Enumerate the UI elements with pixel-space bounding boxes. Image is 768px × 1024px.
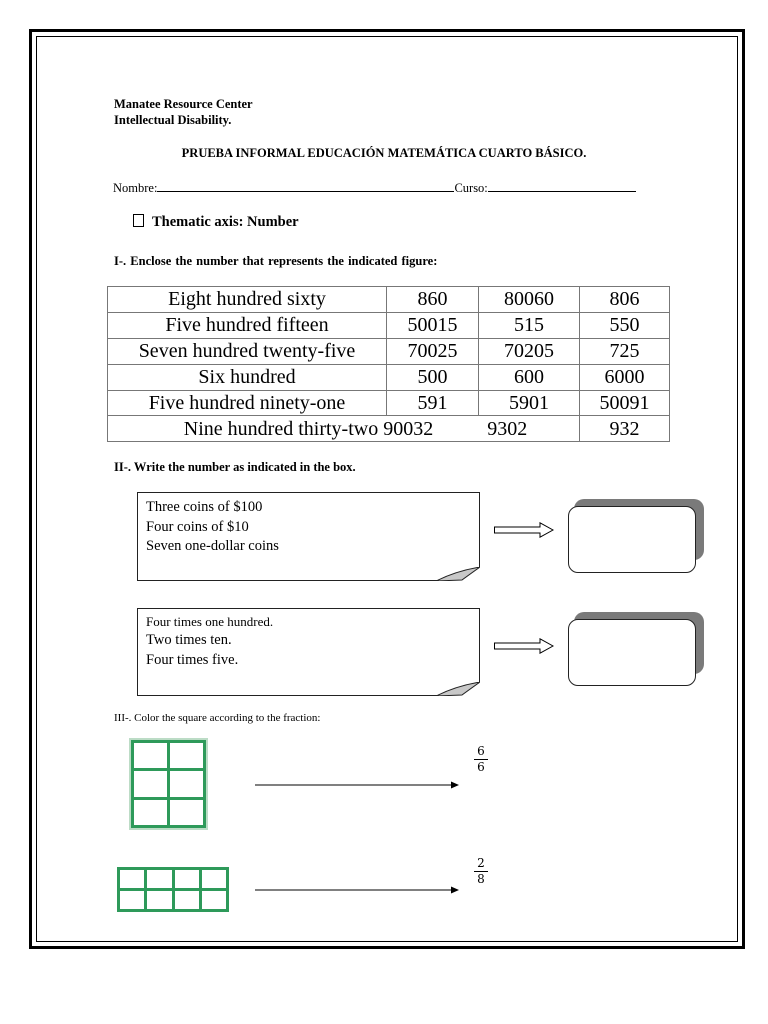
section1-instruction: I-. Enclose the number that represents the indicated figure:: [114, 254, 438, 268]
fraction-denominator: 8: [477, 872, 485, 886]
option-cell[interactable]: 80060: [479, 287, 580, 313]
fraction-numerator: 6: [477, 744, 485, 758]
problem-line: Four coins of $10: [146, 518, 249, 535]
grid-cell[interactable]: [147, 891, 171, 909]
grid-cell[interactable]: [134, 743, 167, 768]
checkbox-bullet-icon: [133, 214, 144, 227]
problem-line: Seven one-dollar coins: [146, 538, 279, 554]
problem-line: Four times one hundred.: [146, 614, 274, 629]
option-cell[interactable]: 6000: [580, 364, 670, 390]
long-arrow-icon: [255, 778, 460, 792]
option-cell[interactable]: 70205: [479, 338, 580, 364]
table-row: [108, 338, 670, 364]
number-word-merged: [108, 416, 580, 442]
option-cell[interactable]: 550: [580, 312, 670, 338]
option-cell[interactable]: 860: [387, 287, 479, 313]
option-cell[interactable]: 50015: [387, 312, 479, 338]
fraction-numerator: 2: [477, 856, 485, 870]
number-word: Five hundred fifteen: [108, 312, 387, 338]
option-cell[interactable]: 515: [479, 312, 580, 338]
course-field[interactable]: [488, 179, 636, 192]
grid-cell[interactable]: [202, 891, 226, 909]
page-title: PRUEBA INFORMAL EDUCACIÓN MATEMÁTICA CUARTO BÁSICO.: [181, 146, 587, 160]
fraction-label: [474, 745, 488, 774]
axis-text: Thematic axis: Number: [152, 214, 299, 230]
grid-cell[interactable]: [170, 800, 203, 825]
grid-cell[interactable]: [134, 800, 167, 825]
table-row: [108, 364, 670, 390]
grid-cell[interactable]: [120, 870, 144, 888]
long-arrow-icon: [255, 883, 460, 897]
right-arrow-icon: [494, 638, 554, 654]
grid-cell[interactable]: [120, 891, 144, 909]
option-cell[interactable]: 5901: [479, 390, 580, 416]
problem-line: Three coins of $100: [146, 499, 263, 515]
number-word: Seven hundred twenty-five: [108, 338, 387, 364]
answer-box[interactable]: [568, 506, 696, 573]
fraction-denominator: 6: [477, 760, 485, 774]
fraction-grid-sixths: [131, 740, 206, 828]
student-info-line: [113, 179, 636, 196]
number-word: Eight hundred sixty: [108, 287, 387, 313]
option-cell[interactable]: 9302: [487, 417, 528, 440]
grid-cell[interactable]: [147, 870, 171, 888]
section2-instruction: II-. Write the number as indicated in the box.: [114, 460, 356, 474]
header-center: Manatee Resource Center: [114, 97, 253, 111]
option-cell[interactable]: 50091: [580, 390, 670, 416]
thematic-axis: [133, 214, 299, 231]
header-subtitle: Intellectual Disability.: [114, 113, 232, 127]
problem-line: Four times five.: [146, 651, 239, 668]
right-arrow-icon: [494, 522, 554, 538]
grid-cell[interactable]: [134, 771, 167, 796]
option-cell[interactable]: 806: [580, 287, 670, 313]
table-row: [108, 390, 670, 416]
course-label: Curso:: [454, 181, 488, 195]
number-word: Nine hundred thirty-two 90032: [183, 417, 434, 440]
table-row: [108, 416, 670, 442]
section3-instruction: III-. Color the square according to the fraction:: [114, 712, 321, 724]
answer-box[interactable]: [568, 619, 696, 686]
option-cell[interactable]: 600: [479, 364, 580, 390]
word-problem-box: [137, 608, 480, 696]
number-word: Five hundred ninety-one: [108, 390, 387, 416]
problem-line: Two times ten.: [146, 632, 232, 648]
name-label: Nombre:: [113, 181, 158, 195]
option-cell[interactable]: 932: [580, 416, 670, 442]
word-problem-box: [137, 492, 480, 581]
number-table: [107, 286, 670, 442]
name-field[interactable]: [157, 179, 454, 192]
fraction-grid-eighths: [117, 867, 229, 912]
grid-cell[interactable]: [170, 771, 203, 796]
number-word: Six hundred: [108, 364, 387, 390]
grid-cell[interactable]: [202, 870, 226, 888]
table-row: [108, 312, 670, 338]
fraction-label: [474, 857, 488, 886]
grid-cell[interactable]: [175, 891, 199, 909]
option-cell[interactable]: 591: [387, 390, 479, 416]
option-cell[interactable]: 500: [387, 364, 479, 390]
option-cell[interactable]: 725: [580, 338, 670, 364]
page-curl-icon: [436, 567, 480, 581]
option-cell[interactable]: 70025: [387, 338, 479, 364]
grid-cell[interactable]: [175, 870, 199, 888]
table-row: [108, 287, 670, 313]
page-curl-icon: [436, 682, 480, 696]
grid-cell[interactable]: [170, 743, 203, 768]
